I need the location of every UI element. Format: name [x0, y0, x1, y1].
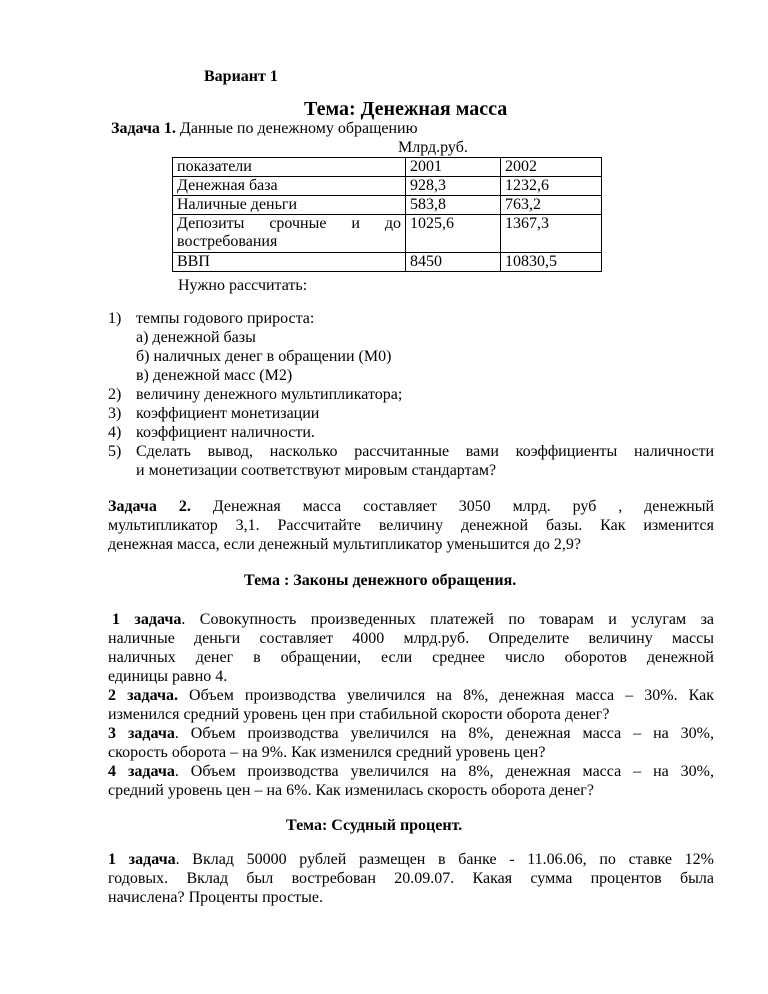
t2-task2-line [108, 686, 714, 705]
list-number: 4) [108, 424, 122, 441]
t2-task1-line: наличные деньги составляет 4000 млрд.руб. Определите величину массы [108, 630, 714, 647]
deposit-label-line1: Депозиты срочные и до [177, 215, 401, 232]
list-subitem: а) денежной базы [136, 329, 256, 346]
table-row [173, 177, 602, 196]
t3-task1-line [108, 850, 714, 869]
list-number: 3) [108, 405, 122, 422]
t2-task1-label: 1 задача [112, 611, 182, 628]
list-number: 5) [108, 443, 122, 460]
list-text: величину денежного мультипликатора; [136, 386, 403, 403]
task2-line: денежная масса, если денежный мультипликатор уменьшится до 2,9? [108, 536, 581, 553]
money-table [172, 157, 602, 272]
table-cell: 1232,6 [501, 177, 602, 196]
t2-task3-text: . Объем производства увеличился на 8%, денежная масса – на 30%, [174, 725, 715, 742]
table-cell: 928,3 [406, 177, 501, 196]
list-number: 1) [108, 310, 122, 327]
t2-task3-label: 3 задача [108, 725, 175, 742]
table-cell: 763,2 [501, 196, 602, 215]
t3-task1-line: годовых. Вклад был востребован 20.09.07. Какая сумма процентов была [108, 870, 714, 887]
t2-task1-text: . Совокупность произведенных платежей по товарам и услугам за [181, 611, 715, 628]
table-cell: 8450 [406, 253, 501, 272]
deposit-label-line2: востребования [177, 233, 278, 250]
table-header-cell: 2002 [501, 158, 602, 177]
t2-task1-line: наличных денег в обращении, если среднее число оборотов денежной [108, 649, 714, 666]
t3-task1-text: . Вклад 50000 рублей размещен в банке - 11.06.06, по ставке 12% [175, 851, 714, 868]
topic3-title: Тема: Ссудный процент. [286, 817, 463, 834]
table-cell: 1367,3 [501, 215, 602, 253]
t2-task1-line: единицы равно 4. [108, 668, 228, 685]
task1-text: Данные по денежному обращению [175, 120, 418, 137]
table-row [173, 196, 602, 215]
list-subitem: б) наличных денег в обращении (М0) [136, 348, 392, 365]
table-header-cell: 2001 [406, 158, 501, 177]
task1-intro [111, 119, 418, 138]
t2-task3-line [108, 724, 714, 743]
table-cell: 10830,5 [501, 253, 602, 272]
t2-task2-line: изменился средний уровень цен при стабильной скорости оборота денег? [108, 706, 610, 723]
list-number: 2) [108, 386, 122, 403]
list-text: Сделать вывод, насколько рассчитанные вами коэффициенты наличности [136, 443, 714, 460]
table-header-row [173, 158, 602, 177]
table-cell: ВВП [173, 253, 406, 272]
t2-task2-text: Объем производства увеличился на 8%, денежная масса – 30%. Как [177, 687, 715, 704]
variant-heading: Вариант 1 [204, 68, 278, 85]
list-text: темпы годового прироста: [136, 310, 315, 327]
table-cell: 583,8 [406, 196, 501, 215]
t2-task4-line: средний уровень цен – на 6%. Как изменилась скорость оборота денег? [108, 782, 594, 799]
table-row [173, 215, 602, 253]
t3-task1-label: 1 задача [108, 851, 176, 868]
t2-task4-text: . Объем производства увеличился на 8%, денежная масса – на 30%, [174, 763, 715, 780]
t3-task1-line: начислена? Проценты простые. [108, 889, 324, 906]
t2-task2-label: 2 задача. [108, 687, 178, 704]
list-text: коэффициент наличности. [136, 424, 315, 441]
t2-task3-line: скорость оборота – на 9%. Как изменился средний уровень цен? [108, 744, 546, 761]
table-cell: Наличные деньги [173, 196, 406, 215]
table-row [173, 253, 602, 272]
table-unit: Млрд.руб. [398, 139, 468, 156]
table-header-cell: показатели [173, 158, 406, 177]
topic2-title: Тема : Законы денежного обращения. [244, 572, 517, 589]
table-cell: 1025,6 [406, 215, 501, 253]
topic1-title: Тема: Денежная масса [304, 98, 508, 120]
list-subitem: в) денежной масс (М2) [136, 367, 293, 384]
t2-task1-line [112, 610, 714, 629]
t2-task4-line [108, 762, 714, 781]
table-cell [173, 215, 406, 253]
task2-label: Задача 2. [108, 498, 191, 515]
task2-line [108, 497, 714, 516]
list-text: коэффициент монетизации [136, 405, 320, 422]
task2-line: мультипликатор 3,1. Рассчитайте величину денежной базы. Как изменится [108, 517, 714, 534]
need-to-calc: Нужно рассчитать: [178, 277, 308, 294]
list-text-cont: и монетизации соответствуют мировым стандартам? [136, 462, 497, 479]
task2-text: Денежная масса составляет 3050 млрд. руб , денежный [212, 498, 715, 515]
table-cell: Денежная база [173, 177, 406, 196]
t2-task4-label: 4 задача [108, 763, 175, 780]
task1-label: Задача 1. [111, 120, 176, 137]
